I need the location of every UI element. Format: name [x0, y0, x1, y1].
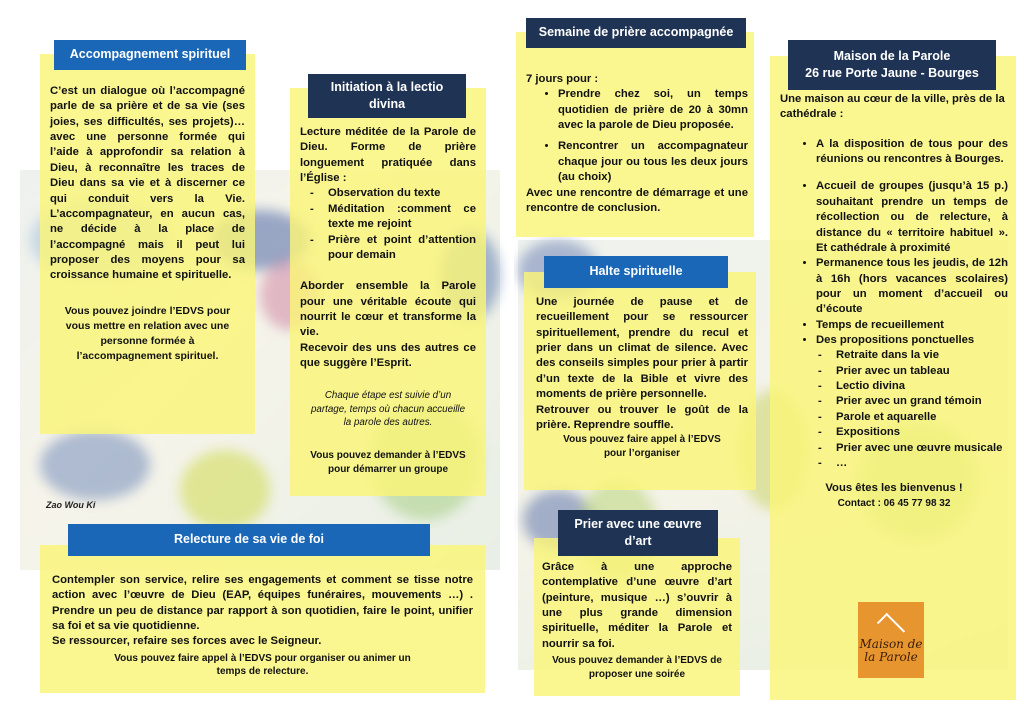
maison-subitem: - Parole et aquarelle — [836, 410, 1008, 425]
maison-item: • A la disposition de tous pour des réunions ou rencontres à Bourges. — [816, 137, 1008, 168]
lectio-contact: Vous pouvez demander à l’EDVS pour démarrer un groupe — [310, 450, 466, 475]
semaine-outro: Avec une rencontre de démarrage et une rencontre de conclusion. — [526, 186, 748, 214]
halte-body: Une journée de pause et de recueillement pour se ressourcer spirituellement, prendre du recul et prier dans un climat de silence. Avec des conseils simples pour prier à partir d’un texte de la Bible et vivre des moments de prière personnelle. — [536, 296, 748, 401]
maison-intro: Une maison au cœur de la ville, près de la cathédrale : — [780, 93, 1005, 121]
accompagnement-body: C’est un dialogue où l’accompagné parle de sa prière et de sa vie (ses joies, ses difficultés, ses projets)… avec une personne formée qui l’aide à approfondir sa relation à Dieu, à reconnaître les traces de Dieu dans sa vie et à discerner ce qui conduit vers la Vie. L’accompagnateur, en aucun cas, ne décide à la place de l’accompagné mais il peut lui proposer des moyens pour sa croissance humaine et spirituelle. — [50, 85, 245, 282]
relecture-contact: Vous pouvez faire appel à l’EDVS pour organiser ou animer un temps de relecture. — [114, 652, 411, 678]
maison-item: • Temps de recueillement — [816, 318, 1008, 333]
accompagnement-header: Accompagnement spirituel — [54, 40, 246, 70]
semaine-item: • Rencontrer un accompagnateur chaque jour ou tous les deux jours (au choix) — [558, 139, 748, 185]
semaine-items — [526, 87, 748, 185]
oeuvre-panel — [534, 538, 740, 696]
lectio-step: - Observation du texte — [328, 186, 476, 201]
relecture-header: Relecture de sa vie de foi — [68, 524, 430, 556]
lectio-para2: Aborder ensemble la Parole pour une véritable écoute qui nourrit le cœur et transforme la vie. — [300, 280, 476, 339]
halte-panel — [524, 272, 756, 490]
left-page — [0, 0, 510, 724]
halte-contact: Vous pouvez faire appel à l’EDVS pour l’organiser — [563, 434, 721, 459]
lectio-note: Chaque étape est suivie d’un partage, temps où chacun accueille la parole des autres. — [310, 390, 466, 429]
relecture-body: Contempler son service, relire ses engagements et comment se tisse notre action avec l’œuvre de Dieu (EAP, équipes funéraires, mouvements …) . Prendre un peu de distance par rapport à son quotidien, faire le point, unifier sa foi et sa vie quotidienne. — [52, 574, 473, 633]
lectio-step: - Prière et point d’attention pour demain — [328, 233, 476, 264]
maison-subitem: - Prier avec un tableau — [836, 364, 1008, 379]
maison-title-line2: 26 rue Porte Jaune - Bourges — [805, 66, 979, 80]
maison-subitem: - … — [836, 456, 1008, 471]
semaine-intro: 7 jours pour : — [526, 73, 599, 85]
lectio-para3: Recevoir des uns des autres ce que suggère l’Esprit. — [300, 341, 476, 370]
lectio-step: - Méditation :comment ce texte me rejoint — [328, 202, 476, 233]
relecture-body2: Se ressourcer, refaire ses forces avec le Seigneur. — [52, 635, 322, 648]
relecture-panel — [40, 545, 485, 693]
accompagnement-contact: Vous pouvez joindre l’EDVS pour vous mettre en relation avec une personne formée à l’accompagnement spirituel. — [64, 304, 231, 363]
lectio-panel — [290, 88, 486, 496]
maison-subitem: - Lectio divina — [836, 379, 1008, 394]
maison-subitem: - Expositions — [836, 425, 1008, 440]
maison-title-line1: Maison de la Parole — [833, 48, 951, 63]
maison-subitems — [780, 348, 1008, 471]
oeuvre-header: Prier avec une œuvre d’art — [558, 510, 718, 556]
accompagnement-panel — [40, 54, 255, 434]
lectio-steps — [300, 186, 476, 263]
maison-subitem: - Retraite dans la vie — [836, 348, 1008, 363]
maison-header — [788, 40, 996, 90]
maison-contact: Contact : 06 45 77 98 32 — [837, 497, 951, 509]
maison-items — [780, 137, 1008, 349]
maison-de-la-parole-logo — [858, 602, 924, 678]
right-page — [514, 0, 1024, 724]
halte-body2: Retrouver ou trouver le goût de la prière. Reprendre souffle. — [536, 403, 748, 431]
lectio-intro: Lecture méditée de la Parole de Dieu. Forme de prière longuement pratiquée dans l’Église : — [300, 126, 476, 185]
maison-subitem: - Prier avec une œuvre musicale — [836, 441, 1008, 456]
halte-header: Halte spirituelle — [544, 256, 728, 288]
maison-subitem: - Prier avec un grand témoin — [836, 394, 1008, 409]
lectio-header: Initiation à la lectio divina — [308, 74, 466, 118]
painting-caption: Zao Wou Ki — [46, 500, 96, 510]
semaine-item: • Prendre chez soi, un temps quotidien de prière de 20 à 30mn avec la parole de Dieu proposée. — [558, 87, 748, 133]
oeuvre-contact: Vous pouvez demander à l’EDVS de proposer une soirée — [552, 655, 722, 680]
maison-item: • Permanence tous les jeudis, de 12h à 16h (hors vacances scolaires) pour un moment d’accueil ou d’écoute — [816, 256, 1008, 317]
semaine-header: Semaine de prière accompagnée — [526, 18, 746, 48]
semaine-panel — [516, 32, 754, 237]
maison-welcome: Vous êtes les bienvenus ! — [825, 482, 963, 495]
logo-text: Maison de la Parole — [859, 636, 923, 664]
maison-item: • Accueil de groupes (jusqu’à 15 p.) souhaitant prendre un temps de récollection ou de relecture, à distance du « territoire habituel ». Et cathédrale à proximité — [816, 179, 1008, 256]
oeuvre-body: Grâce à une approche contemplative d’une œuvre d’art (peinture, musique …) s’ouvrir à une plus grande dimension spirituelle, méditer la Parole et nourrir sa foi. — [542, 561, 732, 650]
maison-item: • Des propositions ponctuelles — [816, 333, 1008, 348]
